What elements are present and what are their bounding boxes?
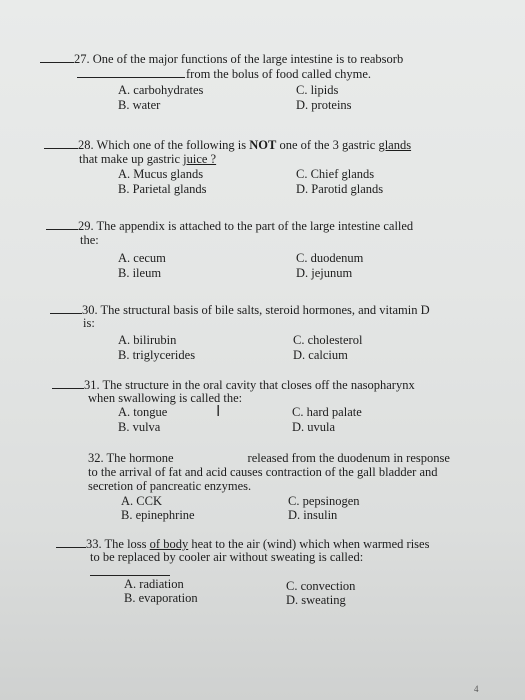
option-d: D. Parotid glands: [296, 182, 384, 196]
option-b: B. ileum: [118, 266, 162, 280]
text-cursor-icon: I: [216, 402, 221, 420]
question-30-line-2: is:: [83, 316, 95, 330]
question-33-line-1: 33. The loss of body heat to the air (wind) which when warmed rises: [56, 536, 429, 551]
question-32-line-3: secretion of pancreatic enzymes.: [88, 479, 252, 493]
fill-in-blank: [90, 564, 170, 576]
question-29-line-2: the:: [80, 233, 99, 247]
answer-blank: [50, 302, 82, 314]
option-c: C. cholesterol: [293, 333, 363, 347]
option-c: C. Chief glands: [296, 167, 375, 181]
option-a: A. Mucus glands: [118, 167, 204, 181]
option-a: A. carbohydrates: [118, 83, 204, 97]
option-b: B. Parietal glands: [118, 182, 207, 196]
option-a: A. radiation: [124, 577, 184, 591]
option-d: D. insulin: [288, 508, 338, 522]
option-b: B. vulva: [118, 420, 161, 434]
option-d: D. jejunum: [296, 266, 353, 280]
option-a: A. bilirubin: [118, 333, 177, 347]
option-c: C. pepsinogen: [288, 494, 360, 508]
answer-blank: [44, 137, 78, 149]
option-a: A. tongue: [118, 405, 168, 419]
option-c: C. convection: [286, 579, 356, 593]
option-d: D. sweating: [286, 593, 346, 607]
question-28-line-1: 28. Which one of the following is NOT one of the 3 gastric glands: [44, 137, 411, 152]
option-d: D. calcium: [293, 348, 348, 362]
option-c: C. hard palate: [292, 405, 362, 419]
answer-blank: [56, 536, 86, 548]
question-32-line-1: 32. The hormone released from the duodenum in response: [88, 451, 450, 465]
option-c: C. lipids: [296, 83, 339, 97]
answer-blank: [40, 51, 74, 63]
question-27-line-1: 27. One of the major functions of the large intestine is to reabsorb: [40, 51, 403, 66]
question-27-line-2: from the bolus of food called chyme.: [77, 66, 371, 81]
question-31-line-1: 31. The structure in the oral cavity that closes off the nasopharynx: [52, 377, 415, 392]
page-number: 4: [474, 684, 479, 694]
option-b: B. triglycerides: [118, 348, 196, 362]
question-33-line-2: to be replaced by cooler air without sweating is called:: [90, 550, 364, 564]
question-31-line-2: when swallowing is called the:: [88, 391, 243, 405]
fill-in-blank: [77, 66, 185, 78]
answer-blank: [52, 377, 84, 389]
question-30-line-1: 30. The structural basis of bile salts, steroid hormones, and vitamin D: [50, 302, 430, 317]
option-d: D. proteins: [296, 98, 352, 112]
option-b: B. epinephrine: [121, 508, 195, 522]
question-29-line-1: 29. The appendix is attached to the part of the large intestine called: [46, 218, 413, 233]
answer-blank: [46, 218, 78, 230]
option-b: B. evaporation: [124, 591, 198, 605]
option-d: D. uvula: [292, 420, 336, 434]
option-b: B. water: [118, 98, 161, 112]
option-a: A. cecum: [118, 251, 166, 265]
option-c: C. duodenum: [296, 251, 364, 265]
option-a: A. CCK: [121, 494, 162, 508]
question-32-line-2: to the arrival of fat and acid causes contraction of the gall bladder and: [88, 465, 438, 479]
question-28-line-2: that make up gastric juice ?: [79, 152, 217, 166]
